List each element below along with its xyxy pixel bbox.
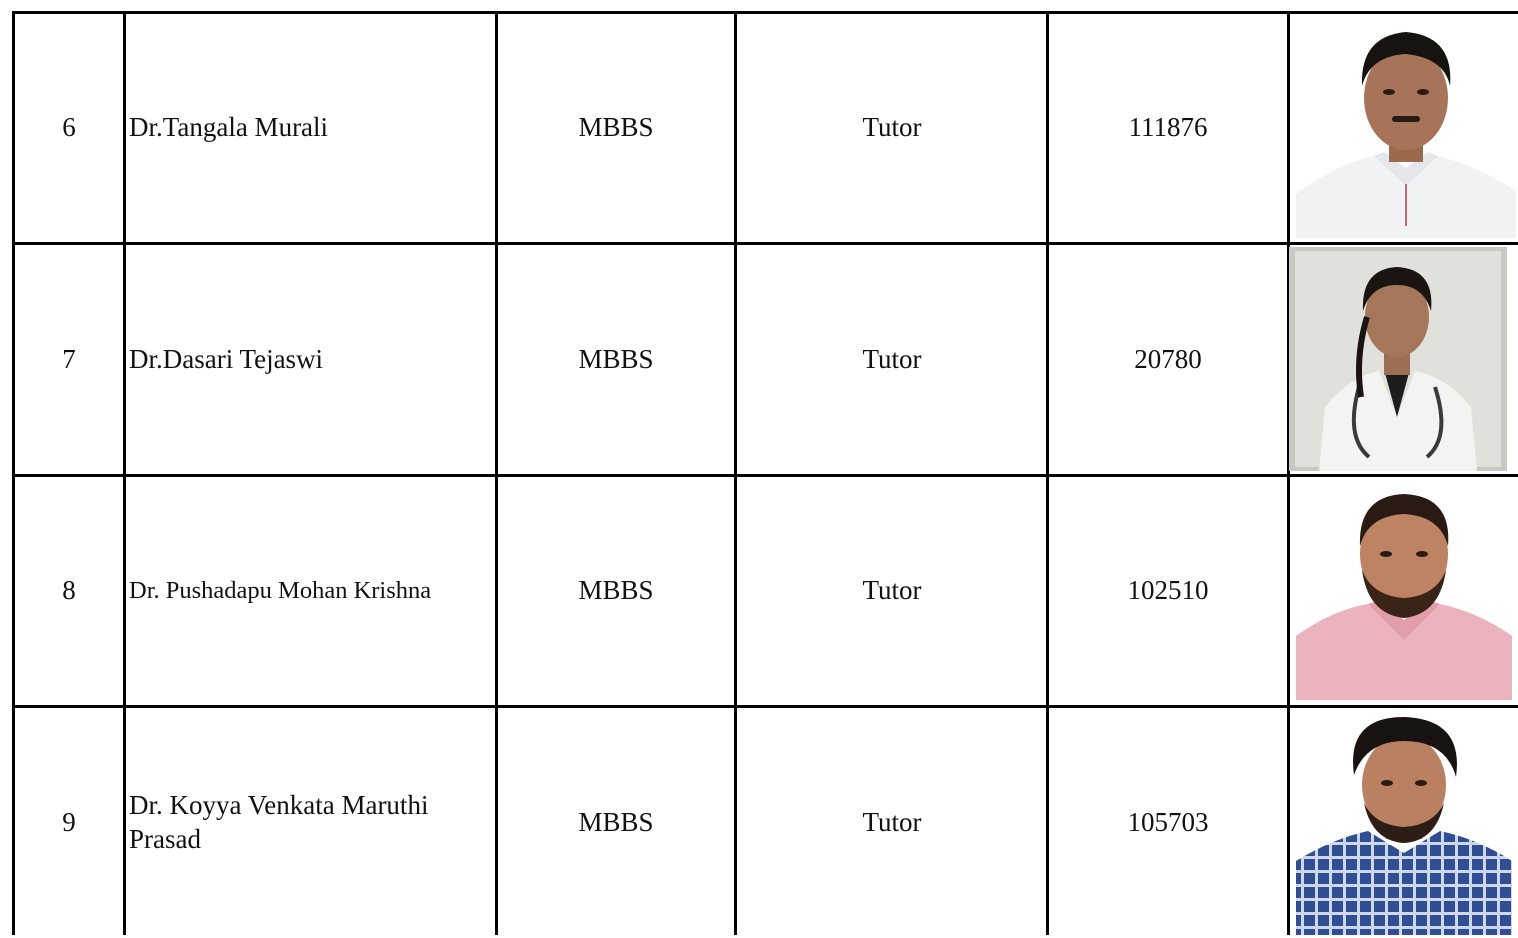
- column-divider: [734, 11, 737, 935]
- doctor-photo: [1289, 247, 1507, 471]
- doctor-photo: [1296, 480, 1512, 700]
- registration-number: 20780: [1134, 343, 1202, 374]
- column-divider: [1046, 11, 1049, 935]
- serial-number: 8: [62, 575, 76, 606]
- doctor-name: Dr.Dasari Tejaswi: [129, 343, 324, 374]
- serial-number: 9: [62, 807, 76, 838]
- doctor-name: Dr. Koyya Venkata Maruthi Prasad: [129, 790, 429, 854]
- registration-number: 102510: [1127, 575, 1209, 606]
- qualification: MBBS: [578, 575, 654, 606]
- qualification: MBBS: [578, 343, 654, 374]
- doctor-name: Dr. Pushadapu Mohan Krishna: [129, 576, 432, 604]
- registration-number: 111876: [1128, 112, 1208, 143]
- designation: Tutor: [862, 112, 922, 143]
- registration-number: 105703: [1127, 807, 1209, 838]
- designation: Tutor: [862, 575, 922, 606]
- designation: Tutor: [862, 343, 922, 374]
- serial-number: 7: [62, 343, 76, 374]
- column-divider: [123, 11, 126, 935]
- qualification: MBBS: [578, 112, 654, 143]
- qualification: MBBS: [578, 807, 654, 838]
- doctor-photo: [1296, 711, 1512, 935]
- serial-number: 6: [62, 112, 76, 143]
- doctor-photo: [1296, 16, 1516, 238]
- doctor-name: Dr.Tangala Murali: [129, 112, 329, 143]
- column-divider: [1287, 11, 1290, 935]
- designation: Tutor: [862, 807, 922, 838]
